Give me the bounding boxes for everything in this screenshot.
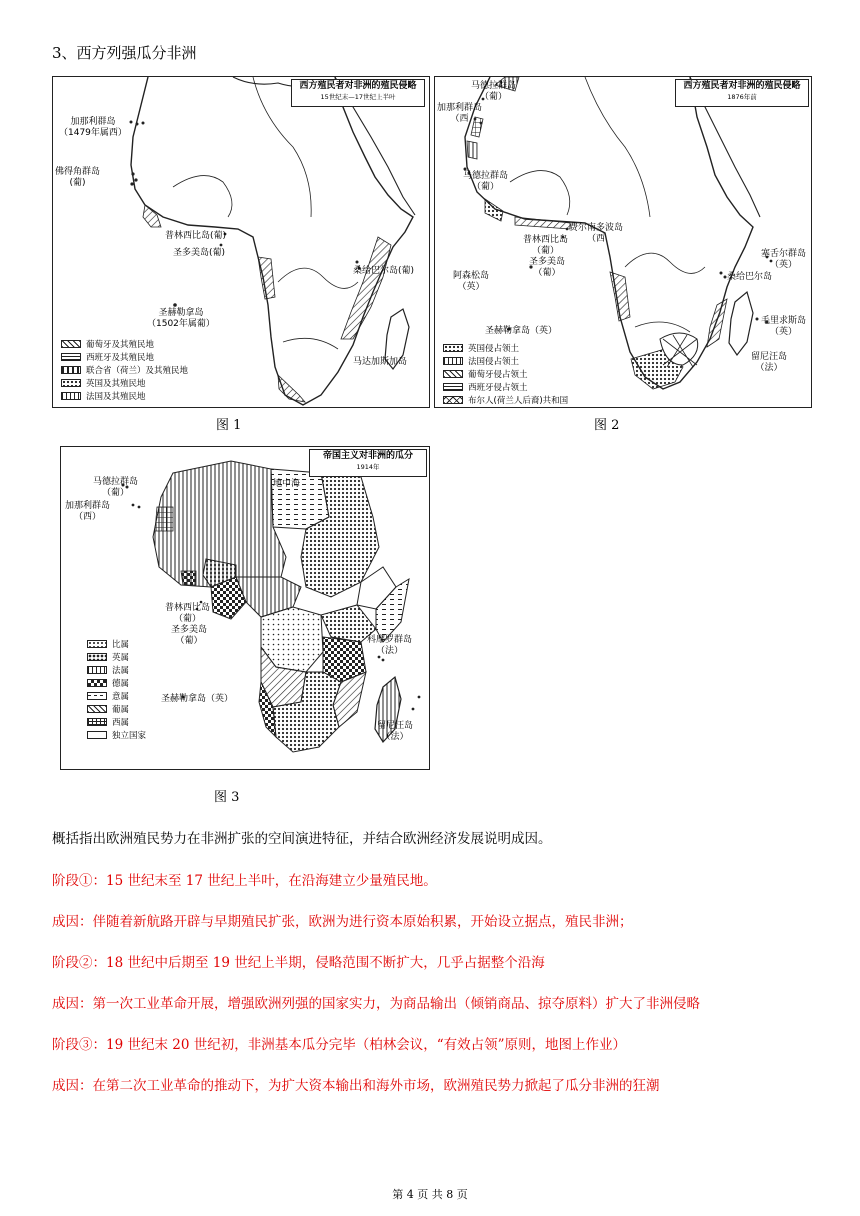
legend-swatch-vertical: [61, 392, 81, 400]
portugal-angola: [610, 272, 630, 321]
map-3-sao-tome-note: （葡）: [175, 636, 203, 646]
map-1-label-zanzibar: 桑给巴尔岛(葡): [353, 266, 415, 276]
legend-item: [61, 363, 188, 376]
legend-swatch-diagonal: [61, 340, 81, 348]
legend-label: 联合省（荷兰）及其殖民地: [86, 365, 189, 376]
map-2-ascension-name: 阿森松岛: [453, 271, 490, 281]
map-2-mauritius-name: 毛里求斯岛: [761, 316, 807, 326]
legend-label: 独立国家: [112, 730, 147, 741]
map-3-label-reunion: [377, 721, 413, 743]
legend-label: 比属: [112, 639, 130, 650]
map-2-seychelles-name: 塞舌尔群岛: [761, 249, 807, 259]
legend-label: 英国及其殖民地: [86, 378, 146, 389]
question-text: 概括指出欧洲殖民势力在非洲扩张的空间演进特征，并结合欧洲经济发展说明成因。: [52, 831, 552, 847]
legend-item: [87, 715, 146, 728]
map-3-label-comoros: [367, 635, 412, 657]
legend-item: [87, 702, 146, 715]
map-1-title-box: [291, 79, 425, 107]
legend-item: [61, 376, 188, 389]
legend-swatch-check: [87, 679, 107, 687]
map-2-label-fernando-po: [569, 223, 623, 245]
legend-item: [443, 380, 568, 393]
map-3-reunion-name: 留尼汪岛: [377, 721, 414, 731]
map-1-canary-name: 加那利群岛: [70, 117, 116, 127]
map-3-comoros-name: 科摩罗群岛: [367, 635, 413, 645]
legend-label: 葡属: [112, 704, 130, 715]
legend-swatch-blank: [87, 731, 107, 739]
map-3-sao-tome-name: 圣多美岛: [171, 625, 208, 635]
answer-reason-2: 成因：第一次工业革命开展，增强欧洲列强的国家实力，为商品输出（倾销商品、掠夺原料）扩大了非洲侵略: [52, 996, 700, 1012]
map-1-label-madagascar: 马达加斯加岛: [353, 357, 408, 367]
map-3-subtitle: 1914年: [356, 463, 380, 471]
map-3-madeira-note: （葡）: [102, 488, 130, 498]
british-gold-coast: [181, 571, 196, 585]
map-1-label-cape-verde: [55, 167, 100, 189]
legend-label: 德属: [112, 678, 130, 689]
map-2-cape-verde-note: （葡）: [472, 182, 500, 192]
legend-item: [87, 650, 146, 663]
legend-item: [87, 663, 146, 676]
map-3-canary-note: （西）: [74, 512, 102, 522]
legend-item: [443, 354, 568, 367]
map-2-label-madeira: [471, 81, 516, 103]
map-2-seychelles-note: （英）: [770, 260, 798, 270]
map-3-title-box: [309, 449, 427, 477]
map-2-label-mauritius: [761, 316, 806, 338]
legend-label: 布尔人(荷兰人后裔)共和国: [468, 395, 569, 406]
legend-item: [87, 637, 146, 650]
map-2-reunion-note: （法）: [755, 363, 783, 373]
map-2-fernando-po-name: 费尔南多波岛: [569, 223, 624, 233]
spanish-west-sahara: [155, 507, 173, 531]
legend-item: [61, 337, 188, 350]
map-2-title-box: [675, 79, 809, 107]
legend-item: [87, 689, 146, 702]
legend-label: 英属: [112, 652, 130, 663]
map-1-legend: [61, 337, 188, 402]
legend-swatch-dot: [87, 653, 107, 661]
page-footer: 第 4 页 共 8 页: [392, 1188, 468, 1201]
map-2-madeira-name: 马德拉群岛: [471, 81, 517, 91]
map-1-canary-note: （1479年属西）: [59, 128, 127, 138]
map-2-canary-note: （西: [450, 114, 469, 124]
map-2-title: 西方殖民者对非洲的殖民侵略: [683, 81, 801, 91]
map-1-label-principe: 普林西比岛(葡): [165, 231, 227, 241]
legend-item: [443, 393, 568, 406]
legend-swatch-cross: [443, 396, 463, 404]
map-2-cape-verde-name: 马德拉群岛: [463, 171, 509, 181]
map-3-principe-name: 普林西比岛: [165, 603, 211, 613]
map-2-label-seychelles: [761, 249, 806, 271]
legend-label: 意属: [112, 691, 130, 702]
dutch-cape: [278, 375, 305, 402]
map-2-principe-note: （葡）: [532, 246, 560, 256]
answer-stage-2: 阶段②：18 世纪中后期至 19 世纪上半期，侵略范围不断扩大，几乎占据整个沿海: [52, 955, 545, 971]
legend-item: [443, 341, 568, 354]
map-2-mauritius-note: （英）: [770, 327, 798, 337]
map-2-sao-tome-name: 圣多美岛: [529, 257, 566, 267]
map-3-label-sao-tome: [171, 625, 207, 647]
map-3-label-mediterranean: 地中海: [273, 479, 301, 489]
map-1-cape-verde-note: (葡): [69, 178, 86, 188]
legend-swatch-dash: [87, 692, 107, 700]
figure-2-caption: 图 2: [594, 418, 620, 433]
coast-strip: [515, 217, 570, 229]
portugal-mozambique: [707, 299, 727, 347]
map-2-ascension-note: （英）: [457, 282, 485, 292]
map-3-canary-name: 加那利群岛: [65, 501, 111, 511]
italian-territory: [271, 469, 329, 529]
map-3-label-principe: [165, 603, 210, 625]
map-2-principe-name: 普林西比岛: [523, 235, 569, 245]
map-1-label-st-helena: [147, 308, 215, 330]
map-3-reunion-note: （法）: [381, 732, 409, 742]
map-1-st-helena-note: （1502年属葡）: [147, 319, 215, 329]
map-1-label-canary: [59, 117, 127, 139]
britain-west-coast: [485, 199, 503, 221]
map-3-title: 帝国主义对非洲的瓜分: [322, 451, 413, 461]
legend-swatch-dot: [443, 344, 463, 352]
legend-label: 葡萄牙侵占领土: [468, 369, 528, 380]
map-1-subtitle: 15世纪末—17世纪上半叶: [320, 93, 396, 101]
map-1-label-sao-tome: 圣多美岛(葡): [173, 248, 226, 258]
map-2-label-sao-tome: [529, 257, 565, 279]
map-3-label-st-helena: 圣赫勒拿岛（英）: [161, 694, 234, 704]
map-3-label-canary: [65, 501, 110, 523]
answer-stage-3: 阶段③：19 世纪末 20 世纪初，非洲基本瓜分完毕（柏林会议，“有效占领”原则，地图上作业）: [52, 1037, 627, 1053]
legend-swatch-grid: [87, 718, 107, 726]
map-3-madeira-name: 马德拉群岛: [93, 477, 139, 487]
map-figure-3: [60, 446, 430, 770]
legend-swatch-dot: [61, 379, 81, 387]
legend-swatch-small-dot: [87, 640, 107, 648]
map-2-label-principe: [523, 235, 568, 257]
map-1-title: 西方殖民者对非洲的殖民侵略: [299, 81, 417, 91]
legend-label: 英国侵占领土: [468, 343, 520, 354]
map-2-madeira-note: （葡）: [480, 92, 508, 102]
legend-label: 西班牙侵占领土: [468, 382, 528, 393]
madagascar-outline: [729, 292, 753, 355]
answer-reason-3: 成因：在第二次工业革命的推动下，为扩大资本输出和海外市场，欧洲殖民势力掀起了瓜分非洲的狂潮: [52, 1078, 660, 1094]
map-2-label-ascension: [453, 271, 489, 293]
map-1-cape-verde-name: 佛得角群岛: [55, 167, 101, 177]
legend-label: 葡萄牙及其殖民地: [86, 339, 155, 350]
legend-label: 西属: [112, 717, 130, 728]
france-senegal: [467, 141, 477, 159]
legend-swatch-dash: [61, 366, 81, 374]
legend-label: 法国及其殖民地: [86, 391, 146, 402]
map-figure-1: [52, 76, 430, 408]
answer-stage-1: 阶段①：15 世纪末至 17 世纪上半叶，在沿海建立少量殖民地。: [52, 873, 437, 889]
legend-swatch-grid: [443, 383, 463, 391]
map-2-label-zanzibar: 桑给巴尔岛: [727, 272, 773, 282]
legend-item: [443, 367, 568, 380]
map-2-subtitle: 1876年前: [727, 93, 757, 101]
legend-swatch-vertical: [443, 357, 463, 365]
map-3-comoros-note: （法）: [376, 646, 404, 656]
map-figure-2: [434, 76, 812, 408]
map-2-sao-tome-note: （葡）: [533, 268, 561, 278]
section-heading: 3、西方列强瓜分非洲: [52, 44, 197, 62]
legend-item: [87, 676, 146, 689]
answer-reason-1: 成因：伴随着新航路开辟与早期殖民扩张，欧洲为进行资本原始积累，开始设立据点，殖民非洲；: [52, 914, 633, 930]
legend-swatch-vertical: [87, 666, 107, 674]
map-3-legend: [87, 637, 146, 741]
map-1-st-helena-name: 圣赫勒拿岛: [158, 308, 204, 318]
map-2-label-st-helena: 圣赫勒拿岛（英）: [485, 326, 558, 336]
portugal-west-coast: [143, 205, 161, 227]
map-2-legend: [443, 341, 568, 406]
legend-item: [87, 728, 146, 741]
legend-label: 法国侵占领土: [468, 356, 520, 367]
legend-item: [61, 389, 188, 402]
map-2-label-reunion: [751, 352, 787, 374]
legend-label: 法属: [112, 665, 130, 676]
map-2-label-cape-verde: [463, 171, 508, 193]
map-3-principe-note: （葡）: [174, 614, 202, 624]
map-2-canary-name: 加那利群岛: [437, 103, 483, 113]
map-2-fernando-po-note: （西: [587, 234, 606, 244]
map-2-reunion-name: 留尼汪岛: [751, 352, 788, 362]
figure-3-caption: 图 3: [214, 790, 240, 805]
portugal-angola: [258, 257, 275, 299]
legend-swatch-diagonal: [443, 370, 463, 378]
legend-swatch-grid: [61, 353, 81, 361]
map-2-label-canary: [437, 103, 482, 125]
legend-swatch-diagonal: [87, 705, 107, 713]
legend-item: [61, 350, 188, 363]
map-3-label-madeira: [93, 477, 138, 499]
figure-1-caption: 图 1: [216, 418, 242, 433]
legend-label: 西班牙及其殖民地: [86, 352, 155, 363]
